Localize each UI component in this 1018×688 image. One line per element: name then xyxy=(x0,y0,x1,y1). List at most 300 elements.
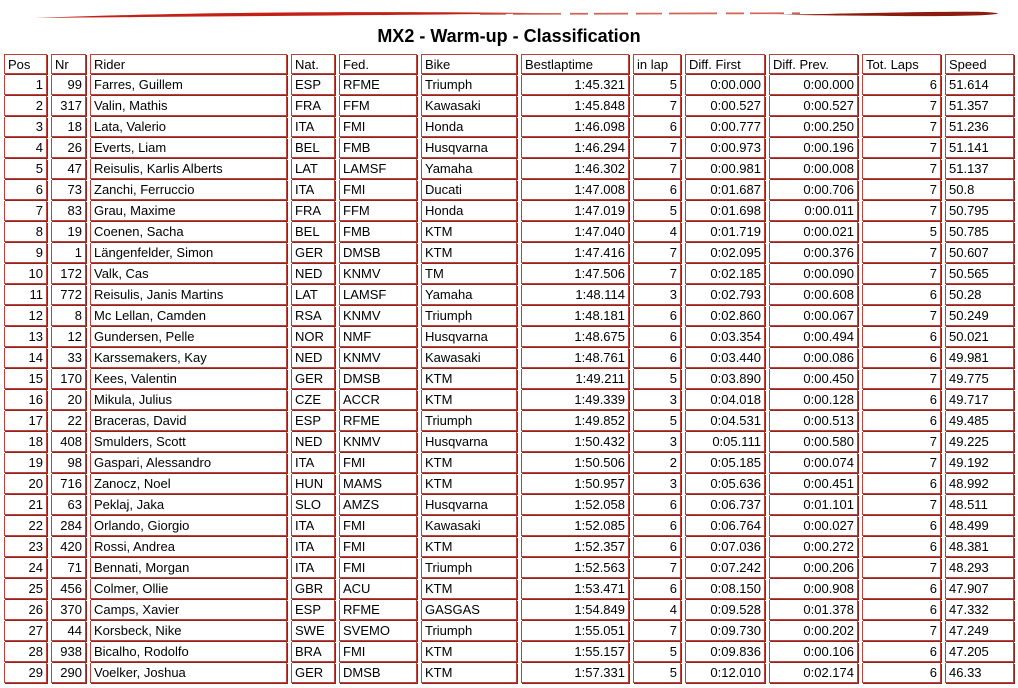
cell-diff-prev: 0:00.513 xyxy=(769,411,858,431)
cell-fed: FMI xyxy=(339,537,417,557)
cell-nat: HUN xyxy=(291,474,335,494)
cell-fed: KNMV xyxy=(339,348,417,368)
table-row xyxy=(4,306,1014,326)
cell-diff-first: 0:05.111 xyxy=(685,432,765,452)
cell-tot-laps: 7 xyxy=(862,117,941,137)
cell-tot-laps: 7 xyxy=(862,369,941,389)
table-body xyxy=(4,75,1014,683)
cell-nr: 22 xyxy=(51,411,86,431)
cell-bestlaptime: 1:46.098 xyxy=(521,117,629,137)
cell-bike: Husqvarna xyxy=(421,327,517,347)
cell-bestlaptime: 1:49.211 xyxy=(521,369,629,389)
cell-bestlaptime: 1:52.357 xyxy=(521,537,629,557)
table-row xyxy=(4,243,1014,263)
cell-nat: NOR xyxy=(291,327,335,347)
cell-nat: ESP xyxy=(291,600,335,620)
cell-nr: 71 xyxy=(51,558,86,578)
cell-diff-prev: 0:00.086 xyxy=(769,348,858,368)
table-row xyxy=(4,96,1014,116)
cell-fed: ACU xyxy=(339,579,417,599)
cell-rider: Mikula, Julius xyxy=(90,390,287,410)
cell-tot-laps: 6 xyxy=(862,537,941,557)
cell-in-lap: 3 xyxy=(633,432,681,452)
table-row xyxy=(4,663,1014,683)
cell-in-lap: 7 xyxy=(633,138,681,158)
cell-nat: RSA xyxy=(291,306,335,326)
cell-tot-laps: 7 xyxy=(862,159,941,179)
cell-diff-prev: 0:01.101 xyxy=(769,495,858,515)
cell-bike: Triumph xyxy=(421,306,517,326)
cell-diff-first: 0:02.185 xyxy=(685,264,765,284)
cell-bestlaptime: 1:54.849 xyxy=(521,600,629,620)
cell-bestlaptime: 1:48.181 xyxy=(521,306,629,326)
cell-speed: 49.981 xyxy=(945,348,1014,368)
cell-rider: Reisulis, Janis Martins xyxy=(90,285,287,305)
cell-nr: 938 xyxy=(51,642,86,662)
cell-nr: 20 xyxy=(51,390,86,410)
cell-tot-laps: 7 xyxy=(862,264,941,284)
cell-rider: Voelker, Joshua xyxy=(90,663,287,683)
cell-speed: 50.607 xyxy=(945,243,1014,263)
cell-diff-first: 0:05.636 xyxy=(685,474,765,494)
cell-nat: GER xyxy=(291,663,335,683)
cell-bestlaptime: 1:47.008 xyxy=(521,180,629,200)
cell-diff-first: 0:05.185 xyxy=(685,453,765,473)
cell-diff-prev: 0:00.011 xyxy=(769,201,858,221)
cell-bestlaptime: 1:46.302 xyxy=(521,159,629,179)
cell-bike: KTM xyxy=(421,390,517,410)
cell-bestlaptime: 1:48.761 xyxy=(521,348,629,368)
cell-rider: Lata, Valerio xyxy=(90,117,287,137)
cell-diff-prev: 0:00.376 xyxy=(769,243,858,263)
cell-in-lap: 6 xyxy=(633,579,681,599)
cell-pos: 10 xyxy=(4,264,47,284)
cell-speed: 50.795 xyxy=(945,201,1014,221)
cell-bike: GASGAS xyxy=(421,600,517,620)
cell-rider: Bennati, Morgan xyxy=(90,558,287,578)
cell-bestlaptime: 1:52.563 xyxy=(521,558,629,578)
table-row xyxy=(4,327,1014,347)
cell-bike: Ducati xyxy=(421,180,517,200)
cell-diff-prev: 0:00.196 xyxy=(769,138,858,158)
cell-nr: 26 xyxy=(51,138,86,158)
column-header-speed: Speed xyxy=(945,54,1014,74)
cell-fed: RFME xyxy=(339,75,417,95)
cell-nat: ITA xyxy=(291,117,335,137)
cell-speed: 51.141 xyxy=(945,138,1014,158)
cell-tot-laps: 6 xyxy=(862,642,941,662)
cell-bestlaptime: 1:45.321 xyxy=(521,75,629,95)
cell-nat: ITA xyxy=(291,537,335,557)
cell-pos: 12 xyxy=(4,306,47,326)
cell-bike: KTM xyxy=(421,642,517,662)
cell-in-lap: 7 xyxy=(633,96,681,116)
cell-nr: 456 xyxy=(51,579,86,599)
cell-nr: 8 xyxy=(51,306,86,326)
cell-pos: 25 xyxy=(4,579,47,599)
cell-in-lap: 3 xyxy=(633,285,681,305)
cell-pos: 2 xyxy=(4,96,47,116)
cell-diff-prev: 0:00.272 xyxy=(769,537,858,557)
cell-nat: ITA xyxy=(291,516,335,536)
cell-diff-prev: 0:00.000 xyxy=(769,75,858,95)
cell-pos: 13 xyxy=(4,327,47,347)
cell-pos: 14 xyxy=(4,348,47,368)
column-header-rider: Rider xyxy=(90,54,287,74)
table-row xyxy=(4,201,1014,221)
cell-in-lap: 7 xyxy=(633,621,681,641)
cell-diff-prev: 0:00.527 xyxy=(769,96,858,116)
cell-bike: KTM xyxy=(421,579,517,599)
cell-bestlaptime: 1:52.085 xyxy=(521,516,629,536)
cell-diff-first: 0:03.354 xyxy=(685,327,765,347)
cell-bestlaptime: 1:49.852 xyxy=(521,411,629,431)
cell-bike: TM xyxy=(421,264,517,284)
cell-tot-laps: 7 xyxy=(862,432,941,452)
cell-speed: 51.357 xyxy=(945,96,1014,116)
cell-fed: AMZS xyxy=(339,495,417,515)
cell-fed: FMI xyxy=(339,453,417,473)
cell-nr: 99 xyxy=(51,75,86,95)
cell-pos: 7 xyxy=(4,201,47,221)
cell-pos: 19 xyxy=(4,453,47,473)
cell-tot-laps: 6 xyxy=(862,474,941,494)
cell-fed: FMI xyxy=(339,558,417,578)
cell-speed: 50.021 xyxy=(945,327,1014,347)
cell-speed: 49.225 xyxy=(945,432,1014,452)
cell-fed: SVEMO xyxy=(339,621,417,641)
cell-tot-laps: 7 xyxy=(862,138,941,158)
cell-nr: 33 xyxy=(51,348,86,368)
cell-nr: 716 xyxy=(51,474,86,494)
cell-tot-laps: 5 xyxy=(862,222,941,242)
cell-pos: 1 xyxy=(4,75,47,95)
cell-speed: 49.485 xyxy=(945,411,1014,431)
cell-tot-laps: 7 xyxy=(862,243,941,263)
table-row xyxy=(4,222,1014,242)
cell-rider: Camps, Xavier xyxy=(90,600,287,620)
cell-bestlaptime: 1:48.114 xyxy=(521,285,629,305)
cell-bike: KTM xyxy=(421,453,517,473)
cell-in-lap: 6 xyxy=(633,117,681,137)
cell-diff-prev: 0:00.128 xyxy=(769,390,858,410)
column-header-pos: Pos xyxy=(4,54,47,74)
cell-bike: Husqvarna xyxy=(421,432,517,452)
table-row xyxy=(4,369,1014,389)
red-swoosh-decoration xyxy=(0,0,1018,26)
table-row xyxy=(4,579,1014,599)
cell-diff-first: 0:09.836 xyxy=(685,642,765,662)
cell-rider: Valk, Cas xyxy=(90,264,287,284)
cell-nat: BEL xyxy=(291,222,335,242)
cell-pos: 3 xyxy=(4,117,47,137)
table-row xyxy=(4,264,1014,284)
cell-diff-prev: 0:00.202 xyxy=(769,621,858,641)
cell-diff-first: 0:00.527 xyxy=(685,96,765,116)
cell-nr: 772 xyxy=(51,285,86,305)
cell-nat: SWE xyxy=(291,621,335,641)
cell-fed: LAMSF xyxy=(339,285,417,305)
table-row xyxy=(4,180,1014,200)
cell-in-lap: 5 xyxy=(633,369,681,389)
cell-in-lap: 5 xyxy=(633,663,681,683)
cell-speed: 47.249 xyxy=(945,621,1014,641)
header-row xyxy=(4,54,1014,74)
cell-diff-prev: 0:00.494 xyxy=(769,327,858,347)
cell-bike: Husqvarna xyxy=(421,138,517,158)
cell-bike: Kawasaki xyxy=(421,348,517,368)
cell-diff-first: 0:00.973 xyxy=(685,138,765,158)
cell-diff-prev: 0:00.067 xyxy=(769,306,858,326)
cell-nat: FRA xyxy=(291,96,335,116)
cell-diff-prev: 0:00.608 xyxy=(769,285,858,305)
column-header-fed: Fed. xyxy=(339,54,417,74)
cell-diff-first: 0:00.000 xyxy=(685,75,765,95)
cell-bestlaptime: 1:49.339 xyxy=(521,390,629,410)
cell-diff-first: 0:02.793 xyxy=(685,285,765,305)
cell-bike: KTM xyxy=(421,663,517,683)
cell-bestlaptime: 1:53.471 xyxy=(521,579,629,599)
cell-speed: 50.28 xyxy=(945,285,1014,305)
cell-speed: 46.33 xyxy=(945,663,1014,683)
cell-nat: NED xyxy=(291,432,335,452)
cell-tot-laps: 6 xyxy=(862,390,941,410)
cell-rider: Farres, Guillem xyxy=(90,75,287,95)
cell-in-lap: 2 xyxy=(633,453,681,473)
cell-nr: 47 xyxy=(51,159,86,179)
cell-tot-laps: 7 xyxy=(862,201,941,221)
cell-rider: Längenfelder, Simon xyxy=(90,243,287,263)
cell-diff-prev: 0:01.378 xyxy=(769,600,858,620)
cell-speed: 48.992 xyxy=(945,474,1014,494)
table-row xyxy=(4,621,1014,641)
cell-tot-laps: 6 xyxy=(862,516,941,536)
cell-in-lap: 6 xyxy=(633,327,681,347)
cell-rider: Zanchi, Ferruccio xyxy=(90,180,287,200)
cell-bestlaptime: 1:52.058 xyxy=(521,495,629,515)
cell-rider: Grau, Maxime xyxy=(90,201,287,221)
cell-rider: Everts, Liam xyxy=(90,138,287,158)
cell-nr: 290 xyxy=(51,663,86,683)
cell-nat: CZE xyxy=(291,390,335,410)
cell-rider: Gundersen, Pelle xyxy=(90,327,287,347)
cell-diff-prev: 0:00.206 xyxy=(769,558,858,578)
cell-in-lap: 7 xyxy=(633,558,681,578)
table-row xyxy=(4,516,1014,536)
cell-diff-prev: 0:00.706 xyxy=(769,180,858,200)
cell-nat: NED xyxy=(291,348,335,368)
cell-in-lap: 7 xyxy=(633,243,681,263)
cell-bestlaptime: 1:50.432 xyxy=(521,432,629,452)
cell-nr: 408 xyxy=(51,432,86,452)
cell-bike: Honda xyxy=(421,117,517,137)
cell-bestlaptime: 1:47.506 xyxy=(521,264,629,284)
table-row xyxy=(4,432,1014,452)
cell-bestlaptime: 1:57.331 xyxy=(521,663,629,683)
cell-bestlaptime: 1:50.957 xyxy=(521,474,629,494)
cell-diff-first: 0:03.440 xyxy=(685,348,765,368)
cell-speed: 50.785 xyxy=(945,222,1014,242)
cell-diff-prev: 0:00.090 xyxy=(769,264,858,284)
cell-pos: 22 xyxy=(4,516,47,536)
cell-in-lap: 7 xyxy=(633,159,681,179)
cell-nr: 18 xyxy=(51,117,86,137)
cell-speed: 47.907 xyxy=(945,579,1014,599)
cell-rider: Valin, Mathis xyxy=(90,96,287,116)
cell-pos: 29 xyxy=(4,663,47,683)
cell-nr: 19 xyxy=(51,222,86,242)
cell-rider: Kees, Valentin xyxy=(90,369,287,389)
classification-table xyxy=(0,53,1018,684)
cell-in-lap: 6 xyxy=(633,537,681,557)
cell-speed: 48.511 xyxy=(945,495,1014,515)
table-row xyxy=(4,537,1014,557)
cell-speed: 48.381 xyxy=(945,537,1014,557)
cell-speed: 51.137 xyxy=(945,159,1014,179)
cell-nr: 170 xyxy=(51,369,86,389)
cell-tot-laps: 6 xyxy=(862,600,941,620)
cell-nr: 317 xyxy=(51,96,86,116)
cell-diff-prev: 0:00.074 xyxy=(769,453,858,473)
cell-tot-laps: 7 xyxy=(862,621,941,641)
cell-bike: KTM xyxy=(421,537,517,557)
cell-nat: GER xyxy=(291,243,335,263)
cell-in-lap: 7 xyxy=(633,264,681,284)
cell-pos: 5 xyxy=(4,159,47,179)
cell-in-lap: 5 xyxy=(633,411,681,431)
cell-nat: NED xyxy=(291,264,335,284)
table-row xyxy=(4,600,1014,620)
table-row xyxy=(4,390,1014,410)
cell-speed: 51.614 xyxy=(945,75,1014,95)
cell-bike: Triumph xyxy=(421,75,517,95)
cell-pos: 9 xyxy=(4,243,47,263)
cell-diff-prev: 0:00.106 xyxy=(769,642,858,662)
cell-fed: DMSB xyxy=(339,369,417,389)
cell-nr: 370 xyxy=(51,600,86,620)
cell-pos: 21 xyxy=(4,495,47,515)
cell-diff-first: 0:01.687 xyxy=(685,180,765,200)
cell-diff-first: 0:07.036 xyxy=(685,537,765,557)
cell-diff-prev: 0:00.908 xyxy=(769,579,858,599)
cell-pos: 24 xyxy=(4,558,47,578)
cell-fed: FMI xyxy=(339,180,417,200)
cell-diff-prev: 0:00.027 xyxy=(769,516,858,536)
table-row xyxy=(4,495,1014,515)
cell-pos: 4 xyxy=(4,138,47,158)
cell-bike: Husqvarna xyxy=(421,495,517,515)
cell-diff-first: 0:12.010 xyxy=(685,663,765,683)
cell-pos: 17 xyxy=(4,411,47,431)
cell-bike: Yamaha xyxy=(421,285,517,305)
cell-bike: Triumph xyxy=(421,621,517,641)
cell-bike: Kawasaki xyxy=(421,96,517,116)
cell-speed: 48.293 xyxy=(945,558,1014,578)
cell-pos: 27 xyxy=(4,621,47,641)
cell-in-lap: 6 xyxy=(633,180,681,200)
cell-in-lap: 6 xyxy=(633,306,681,326)
cell-bestlaptime: 1:46.294 xyxy=(521,138,629,158)
cell-rider: Reisulis, Karlis Alberts xyxy=(90,159,287,179)
cell-speed: 51.236 xyxy=(945,117,1014,137)
cell-pos: 16 xyxy=(4,390,47,410)
cell-nr: 420 xyxy=(51,537,86,557)
cell-pos: 18 xyxy=(4,432,47,452)
cell-bestlaptime: 1:55.157 xyxy=(521,642,629,662)
cell-rider: Colmer, Ollie xyxy=(90,579,287,599)
cell-diff-first: 0:03.890 xyxy=(685,369,765,389)
table-row xyxy=(4,558,1014,578)
cell-bike: Kawasaki xyxy=(421,516,517,536)
cell-tot-laps: 6 xyxy=(862,327,941,347)
cell-bike: Yamaha xyxy=(421,159,517,179)
cell-bestlaptime: 1:48.675 xyxy=(521,327,629,347)
cell-speed: 49.717 xyxy=(945,390,1014,410)
column-header-tot-laps: Tot. Laps xyxy=(862,54,941,74)
cell-fed: ACCR xyxy=(339,390,417,410)
cell-rider: Peklaj, Jaka xyxy=(90,495,287,515)
cell-bestlaptime: 1:47.416 xyxy=(521,243,629,263)
cell-tot-laps: 6 xyxy=(862,411,941,431)
cell-pos: 11 xyxy=(4,285,47,305)
cell-in-lap: 3 xyxy=(633,390,681,410)
cell-diff-first: 0:00.981 xyxy=(685,159,765,179)
cell-diff-first: 0:02.860 xyxy=(685,306,765,326)
cell-fed: FMB xyxy=(339,222,417,242)
cell-nat: BRA xyxy=(291,642,335,662)
page-title: MX2 - Warm-up - Classification xyxy=(377,26,641,46)
cell-diff-first: 0:09.730 xyxy=(685,621,765,641)
cell-fed: LAMSF xyxy=(339,159,417,179)
cell-nat: SLO xyxy=(291,495,335,515)
cell-rider: Gaspari, Alessandro xyxy=(90,453,287,473)
cell-speed: 49.192 xyxy=(945,453,1014,473)
cell-speed: 49.775 xyxy=(945,369,1014,389)
cell-fed: FFM xyxy=(339,201,417,221)
cell-speed: 48.499 xyxy=(945,516,1014,536)
cell-diff-prev: 0:00.580 xyxy=(769,432,858,452)
cell-nat: LAT xyxy=(291,159,335,179)
cell-nr: 73 xyxy=(51,180,86,200)
cell-in-lap: 5 xyxy=(633,642,681,662)
cell-tot-laps: 7 xyxy=(862,96,941,116)
cell-bestlaptime: 1:47.040 xyxy=(521,222,629,242)
cell-fed: MAMS xyxy=(339,474,417,494)
cell-in-lap: 4 xyxy=(633,222,681,242)
table-row xyxy=(4,117,1014,137)
table-row xyxy=(4,138,1014,158)
cell-nat: ITA xyxy=(291,453,335,473)
cell-in-lap: 5 xyxy=(633,201,681,221)
cell-diff-first: 0:07.242 xyxy=(685,558,765,578)
cell-nat: ITA xyxy=(291,180,335,200)
cell-pos: 20 xyxy=(4,474,47,494)
table-row xyxy=(4,348,1014,368)
table-row xyxy=(4,285,1014,305)
cell-in-lap: 4 xyxy=(633,600,681,620)
cell-nr: 172 xyxy=(51,264,86,284)
cell-fed: KNMV xyxy=(339,432,417,452)
cell-nr: 284 xyxy=(51,516,86,536)
cell-pos: 26 xyxy=(4,600,47,620)
cell-fed: RFME xyxy=(339,600,417,620)
cell-nr: 12 xyxy=(51,327,86,347)
cell-pos: 28 xyxy=(4,642,47,662)
table-row xyxy=(4,159,1014,179)
cell-speed: 47.205 xyxy=(945,642,1014,662)
cell-bestlaptime: 1:45.848 xyxy=(521,96,629,116)
cell-fed: FMB xyxy=(339,138,417,158)
